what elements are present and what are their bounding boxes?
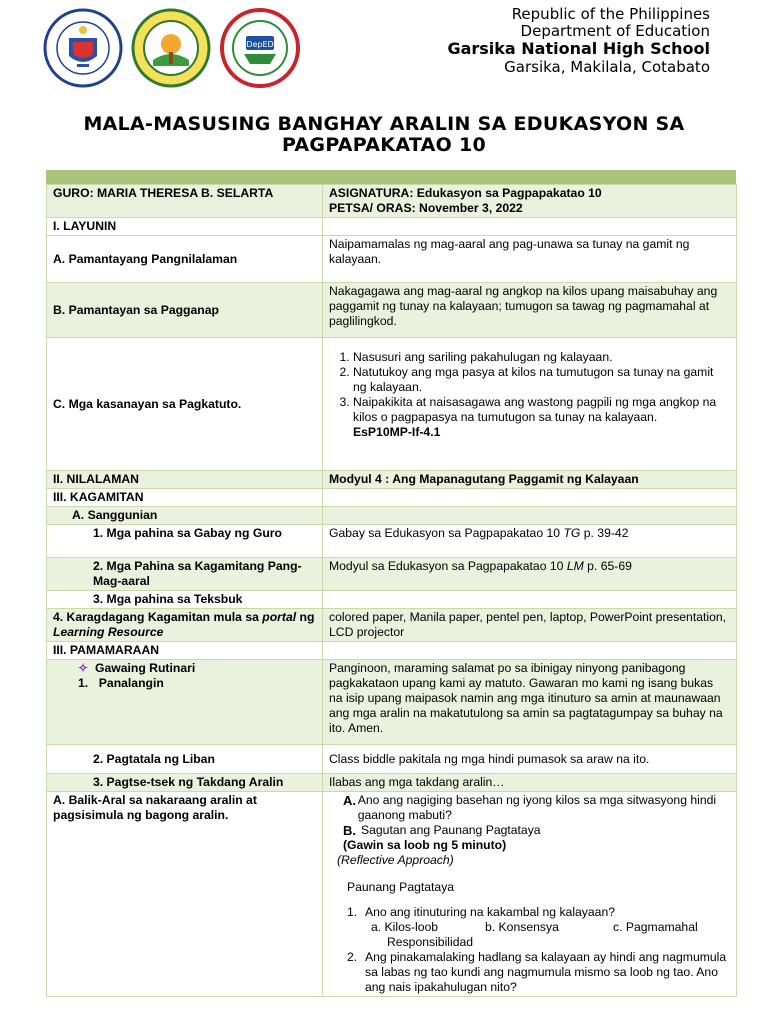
nilalaman-heading: II. NILALAMAN — [47, 471, 323, 489]
competency-code: EsP10MP-If-4.1 — [353, 425, 441, 439]
kagamitan-pang-mag-aaral-label: 2. Mga Pahina sa Kagamitang Pang-Mag-aaral — [47, 558, 323, 591]
svg-text:DepED: DepED — [246, 40, 274, 49]
kagamitan-heading: III. KAGAMITAN — [47, 489, 323, 507]
panalangin-label: Panalangin — [98, 676, 164, 690]
question-2: Ang pinakamalaking hadlang sa kalayaan ay hindi ang nagmumula sa labas ng tao kundi ang nagmumula mismo sa loob ng tao. Ano ang nais ipakahulugan nito? — [365, 950, 727, 994]
date-time: PETSA/ ORAS: November 3, 2022 — [329, 201, 523, 215]
school-seal-logo — [220, 8, 300, 88]
q1-choice-d: Responsibilidad — [387, 935, 474, 949]
document-title: MALA-MASUSING BANGHAY ARALIN SA EDUKASYON SA PAGPAPAKATAO 10 — [83, 113, 685, 156]
header-school-name: Garsika National High School — [447, 39, 710, 58]
gabay-text: Gabay sa Edukasyon sa Pagpapakatao 10 — [329, 526, 564, 540]
question-1: Ano ang itinuturing na kakambal ng kalayaan? — [365, 905, 616, 919]
q1-choice-b: b. Konsensya — [485, 920, 559, 934]
nilalaman-value: Modyul 4 : Ang Mapanagutang Paggamit ng Kalayaan — [323, 471, 737, 489]
panalangin-number: 1. — [78, 676, 89, 690]
pagtatala-liban-value: Class biddle pakitala ng mga hindi pumasok sa araw na ito. — [323, 745, 737, 774]
balik-a-letter: A. — [343, 793, 356, 808]
kasanayan-value — [323, 338, 737, 471]
table-header-bar — [46, 170, 736, 184]
bullet-icon: ✧ — [78, 661, 89, 675]
panalangin-value: Panginoon, maraming salamat po sa ibinigay ninyong panibagong pagkakataon upang kami ay matuto. Gawaran mo kami ng isang bukas na isip upang maipasok namin ang mga itinuturo sa amin at maunawaan ang mga aralin na makatutulong sa amin sa pagtatagumpay sa buhay na ito. Amen. — [323, 660, 737, 745]
karagdagan-text: 4. Karagdagang Kagamitan mula sa — [53, 610, 263, 624]
pagtatala-liban-label: 2. Pagtatala ng Liban — [47, 745, 323, 774]
q1-choice-c: c. Pagmamahal — [613, 920, 698, 934]
karagdagan-portal: portal — [262, 610, 297, 624]
balik-aral-label: A. Balik-Aral sa nakaraang aralin at pagsisimula ng bagong aralin. — [47, 792, 323, 997]
kasanayan-label: C. Mga kasanayan sa Pagkatuto. — [47, 338, 323, 471]
karagdagang-kagamitan-value: colored paper, Manila paper, pentel pen, laptop, PowerPoint presentation, LCD projector — [323, 609, 737, 642]
teacher-name: GURO: MARIA THERESA B. SELARTA — [53, 186, 274, 200]
teksbuk-label: 3. Mga pahina sa Teksbuk — [47, 591, 323, 609]
division-seal-logo — [131, 8, 211, 88]
subject-date-cell — [323, 185, 737, 218]
kasanayan-item: 2. Natutukoy ang mga pasya at kilos na tumutugon sa tunay na gamit ng kalayaan. — [353, 365, 730, 395]
gabay-tg: TG — [563, 526, 581, 540]
lm-text: Modyul sa Edukasyon sa Pagpapakatao 10 — [329, 559, 567, 573]
header-school-address: Garsika, Makilala, Cotabato — [504, 58, 710, 76]
balik-question-a: Ano ang nagiging basehan ng iyong kilos sa mga sitwasyong hindi gaanong mabuti? — [357, 793, 717, 822]
approach-label: (Reflective Approach) — [337, 853, 454, 867]
paunang-pagtataya-title: Paunang Pagtataya — [347, 880, 455, 894]
takdang-aralin-value: Ilabas ang mga takdang aralin… — [323, 774, 737, 792]
pamantayan-pagganap-value: Nakagagawa ang mag-aaral ng angkop na kilos upang maisabuhay ang paggamit ng tunay na kalayaan; tumugon sa tawag ng pagmamahal at paglilingkod. — [323, 283, 737, 338]
layunin-heading: I. LAYUNIN — [47, 218, 323, 236]
lm-pages: p. 65-69 — [583, 559, 632, 573]
pamamaraan-heading: III. PAMAMARAAN — [47, 642, 323, 660]
q1-choice-a: a. Kilos-loob — [371, 920, 439, 934]
pamantayang-pangnilalaman-label: A. Pamantayang Pangnilalaman — [47, 236, 323, 283]
time-instruction: (Gawin sa loob ng 5 minuto) — [343, 838, 507, 852]
balik-b-letter: B. — [343, 823, 356, 838]
kagamitan-pang-mag-aaral-value — [323, 558, 737, 591]
header-department: Department of Education — [520, 22, 710, 40]
balik-paunang-instruction: Sagutan ang Paunang Pagtataya — [361, 823, 541, 837]
karagdagan-ng: ng — [296, 610, 315, 624]
takdang-aralin-label: 3. Pagtse-tsek ng Takdang Aralin — [47, 774, 323, 792]
header-republic: Republic of the Philippines — [511, 5, 710, 23]
subject: ASIGNATURA: Edukasyon sa Pagpapakatao 10 — [329, 186, 602, 200]
gawaing-rutinari-label: Gawaing Rutinari — [95, 661, 196, 675]
balik-aral-value — [323, 792, 737, 997]
gabay-label: 1. Mga pahina sa Gabay ng Guro — [47, 525, 323, 558]
lesson-plan-table — [46, 184, 737, 997]
q2-number: 2. — [347, 950, 358, 964]
gabay-pages: p. 39-42 — [580, 526, 629, 540]
pamantayang-pangnilalaman-value: Naipamamalas ng mag-aaral ang pag-unawa sa tunay na gamit ng kalayaan. — [323, 236, 737, 283]
deped-seal-logo — [43, 8, 123, 88]
teacher-cell — [47, 185, 323, 218]
q1-number: 1. — [347, 905, 358, 919]
karagdagan-lr: Learning Resource — [53, 625, 164, 639]
sanggunian-label: A. Sanggunian — [47, 507, 323, 525]
kasanayan-item: 3. Naipakikita at naisasagawa ang wastong pagpili ng mga angkop na kilos o pagpapasya na tumutugon sa tunay na kalayaan. — [353, 395, 730, 425]
pamantayan-pagganap-label: B. Pamantayan sa Pagganap — [47, 283, 323, 338]
karagdagang-kagamitan-label — [47, 609, 323, 642]
gawaing-rutinari-cell — [47, 660, 323, 745]
kasanayan-item: 1. Nasusuri ang sariling pakahulugan ng kalayaan. — [353, 350, 730, 365]
lm-abbrev: LM — [566, 559, 584, 573]
gabay-value — [323, 525, 737, 558]
